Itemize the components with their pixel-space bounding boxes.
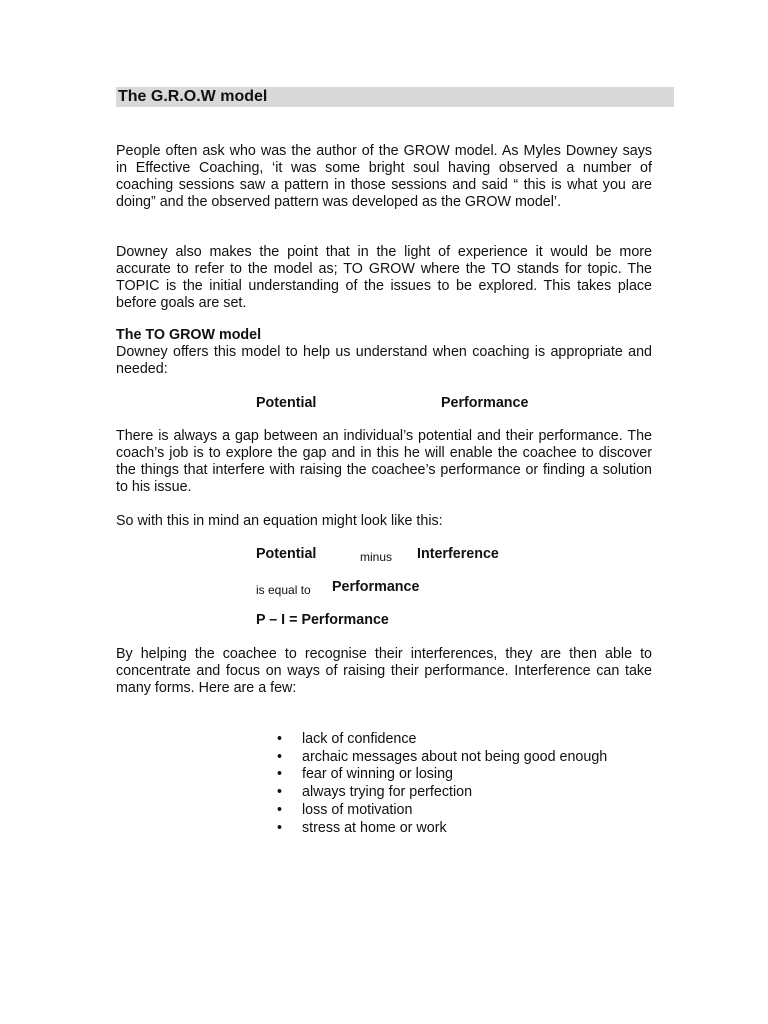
list-item: [276, 820, 607, 838]
equation-minus: minus: [360, 550, 393, 564]
list-item: [276, 749, 607, 767]
list-item-text: fear of winning or losing: [302, 766, 453, 783]
equation-intro-paragraph: So with this in mind an equation might look like this:: [116, 513, 443, 529]
bullet-icon: •: [277, 731, 283, 747]
gap-potential-label: Potential: [256, 395, 317, 411]
equation-is-equal-to: is equal to: [256, 583, 311, 597]
intro-paragraph: People often ask who was the author of the GROW model. As Myles Downey says in Effective Coaching, ‘it was some bright soul having observed a number of coaching sessions saw a pattern in those sessions and said “ this is what you are doing” and the observed pattern was developed as the GROW model’.: [116, 143, 652, 210]
equation-interference: Interference: [417, 546, 499, 562]
list-item-text: lack of confidence: [302, 731, 417, 747]
equation-potential: Potential: [256, 546, 317, 562]
list-item-text: archaic messages about not being good enough: [302, 748, 608, 765]
list-item: [276, 784, 607, 802]
gap-performance-label: Performance: [441, 395, 529, 411]
list-item: [276, 731, 607, 749]
list-item: [276, 766, 607, 784]
equation-formula: P – I = Performance: [256, 612, 389, 628]
list-item-text: loss of motivation: [302, 801, 413, 818]
bullet-icon: •: [277, 784, 283, 801]
to-grow-heading: The TO GROW model: [116, 327, 262, 343]
title-bar: [116, 87, 674, 107]
interference-list: [276, 731, 607, 837]
list-item: [276, 802, 607, 820]
list-item-text: stress at home or work: [302, 819, 447, 836]
list-item-text: always trying for perfection: [302, 784, 473, 801]
bullet-icon: •: [277, 819, 283, 836]
gap-paragraph: There is always a gap between an individual’s potential and their performance. The coach’s job is to explore the gap and in this he will enable the coachee to discover the things that interfere with raising the coachee’s performance or finding a solution to his issue.: [116, 428, 652, 495]
bullet-icon: •: [277, 766, 283, 783]
bullet-icon: •: [277, 801, 283, 818]
to-grow-intro-paragraph: Downey offers this model to help us understand when coaching is appropriate and needed:: [116, 344, 652, 377]
equation-performance: Performance: [332, 579, 420, 595]
bullet-icon: •: [277, 748, 283, 765]
page-title: The G.R.O.W model: [118, 88, 268, 105]
interference-paragraph: By helping the coachee to recognise their interferences, they are then able to concentrate and focus on ways of raising their performance. Interference can take many forms. Here are a few:: [116, 646, 652, 696]
to-grow-explanation-paragraph: Downey also makes the point that in the light of experience it would be more accurate to refer to the model as; TO GROW where the TO stands for topic. The TOPIC is the initial understanding of the issues to be explored. This takes place before goals are set.: [116, 244, 652, 311]
